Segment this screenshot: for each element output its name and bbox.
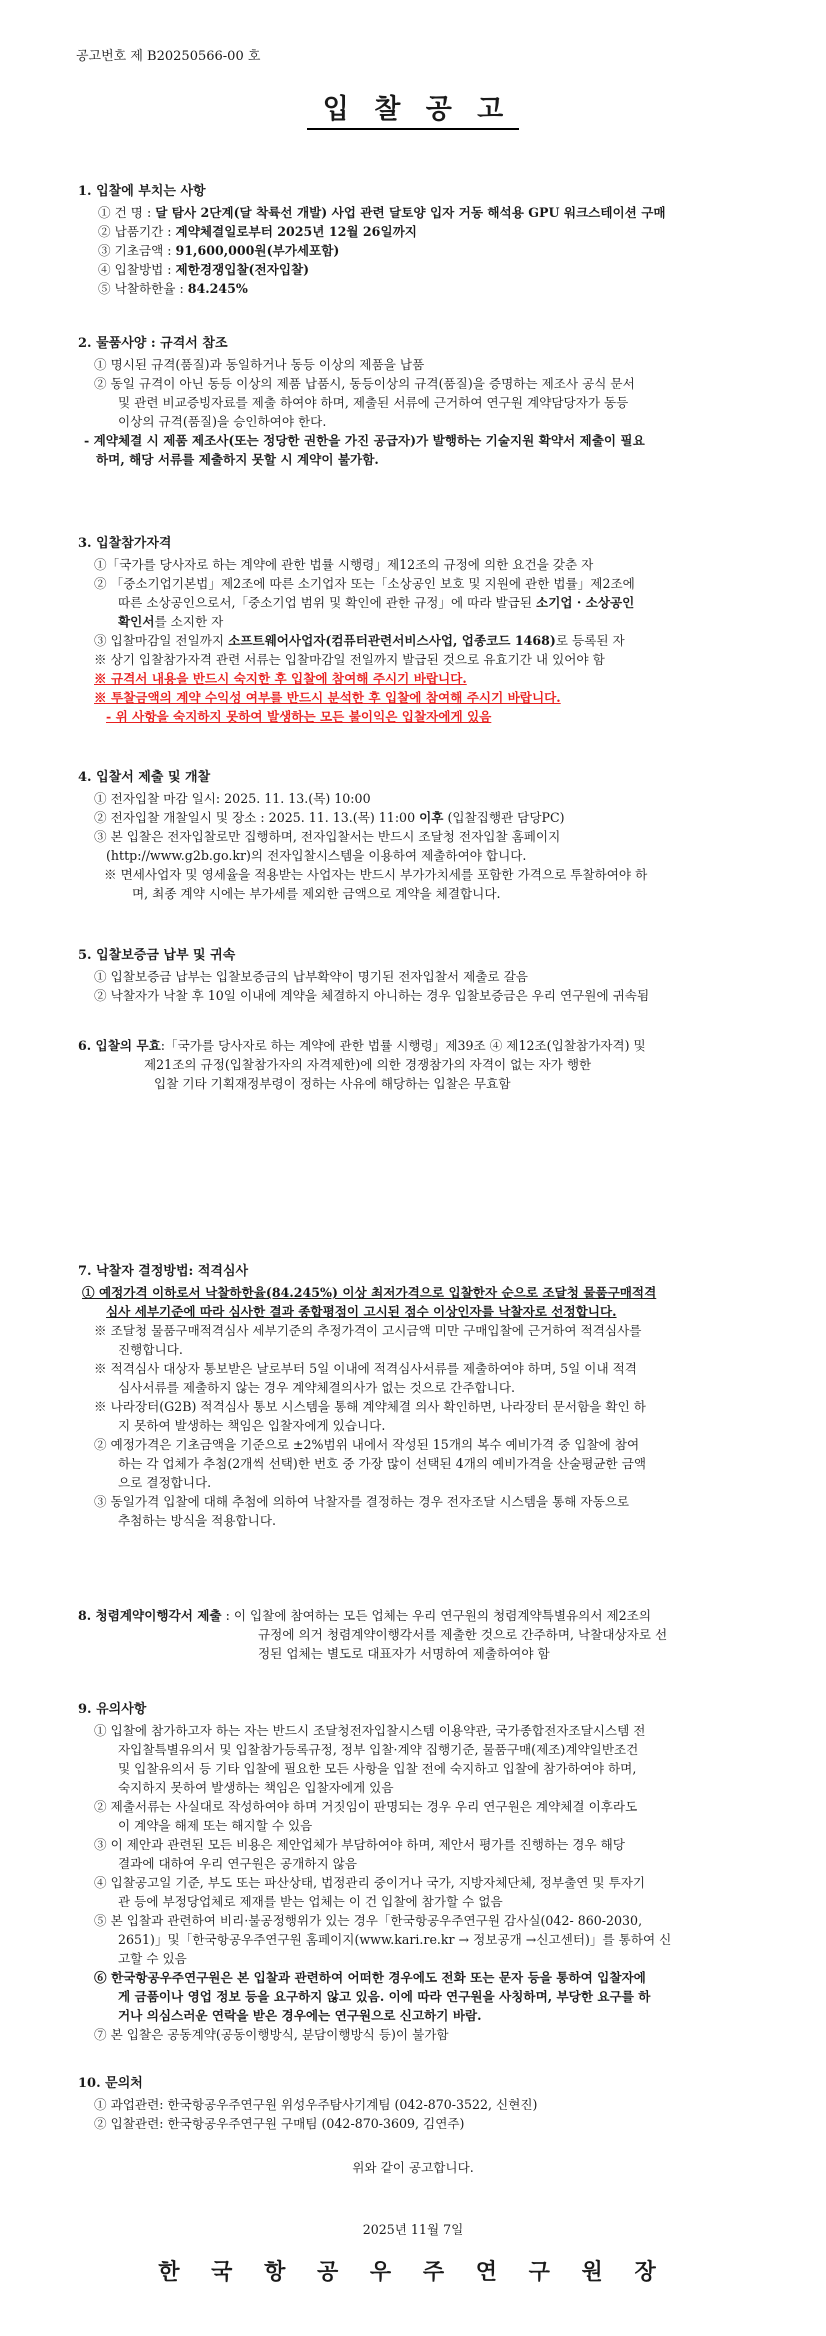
section-precautions [78,1700,768,2044]
spec-note-cont: 하며, 해당 서류를 제출하지 못할 시 계약이 불가함. [96,452,379,467]
invalid-line [78,1036,768,1055]
emphasis: 확인서 [118,614,155,629]
integrity-line [78,1606,768,1625]
item-number: ④ [98,262,111,277]
eligibility-item: ② 「중소기업기본법」제2조에 따른 소기업자 또는「소상공인 보호 및 지원에 관한 법률」제2조에 [94,576,635,591]
item-label: 기초금액 : [114,243,176,258]
precaution-item-cont: 고할 수 있음 [118,1951,187,1966]
section-heading: 3. 입찰참가자격 [78,536,172,551]
invalid-line-cont: 입찰 기타 기획재정부령이 정하는 사유에 해당하는 입찰은 무효함 [154,1076,511,1091]
bond-item: ① 입찰보증금 납부는 입찰보증금의 납부확약이 명기된 전자입찰서 제출로 갈음 [94,969,528,984]
contact-item: ② 입찰관련: 한국항공우주연구원 구매팀 (042-870-3609, 김연주) [94,2116,465,2131]
precaution-item: ② 제출서류는 사실대로 작성하여야 하며 거짓임이 판명되는 경우 우리 연구원은 계약체결 이후라도 [94,1799,638,1814]
award-note-cont: 심사서류를 제출하지 않는 경우 계약체결의사가 없는 것으로 간주합니다. [118,1380,515,1395]
section-contact [78,2074,768,2133]
precaution-item-cont: 거나 의심스러운 연락을 받은 경우에는 연구원으로 신고하기 바람. [118,2008,482,2023]
precaution-item: ③ 이 제안과 관련된 모든 비용은 제안업체가 부담하여야 하며, 제안서 평가를 진행하는 경우 해당 [94,1837,625,1852]
section-heading: 7. 낙찰자 결정방법: 적격심사 [78,1264,249,1279]
section-award-method [78,1262,768,1530]
emphasis: 소기업 · 소상공인 [536,595,635,610]
award-item: ② 예정가격은 기초금액을 기준으로 ±2%범위 내에서 작성된 15개의 복수 예비가격 중 입찰에 참여 [94,1437,640,1452]
spec-item-cont: 이상의 규격(품질)을 승인하여야 한다. [118,414,327,429]
eligibility-item-cont [78,612,768,631]
precaution-item-cont: 및 입찰유의서 등 기타 입찰에 필요한 모든 사항을 입찰 전에 숙지하고 입찰에 참가하여야 하며, [118,1761,637,1776]
integrity-line-cont: 정된 업체는 별도로 대표자가 서명하여 제출하여야 함 [258,1646,550,1661]
precaution-item-cont: 숙지하지 못하여 발생하는 책임은 입찰자에게 있음 [118,1780,394,1795]
section-eligibility [78,534,768,726]
section-specifications [78,334,768,469]
bond-item: ② 낙찰자가 낙찰 후 10일 이내에 계약을 체결하지 아니하는 경우 입찰보증금은 우리 연구원에 귀속됨 [94,988,650,1003]
submission-note: ※ 면세사업자 및 영세율을 적용받는 사업자는 반드시 부가가치세를 포함한 가격으로 투찰하여야 하 [104,867,648,882]
section-bid-items [78,182,768,298]
item-label: 건 명 : [114,205,156,220]
submission-item: ① 전자입찰 마감 일시: 2025. 11. 13.(목) 10:00 [94,791,371,806]
precaution-item-cont: 2651)」및「한국항공우주연구원 홈페이지(www.kari.re.kr → 정보공개 →신고센터)」를 통하여 신 [118,1932,672,1947]
list-item [78,241,768,260]
award-item-cont: 추첨하는 방식을 적용합니다. [118,1513,276,1528]
spec-item: ① 명시된 규격(품질)과 동일하거나 동등 이상의 제품을 납품 [94,357,425,372]
award-note-cont: 지 못하여 발생하는 책임은 입찰자에게 있습니다. [118,1418,386,1433]
spec-note: - 계약체결 시 제품 제조사(또는 정당한 권한을 가진 공급자)가 발행하는 기술지원 확약서 제출이 필요 [84,433,645,448]
warning-note: ※ 규격서 내용을 반드시 숙지한 후 입찰에 참여해 주시기 바랍니다. [94,671,467,686]
list-item [78,222,768,241]
precaution-item-cont: 관 등에 부정당업체로 제재를 받는 업체는 이 건 입찰에 참가할 수 없음 [118,1894,503,1909]
item-label: 납품기간 : [114,224,176,239]
text: (입찰집행관 담당PC) [443,810,565,825]
award-item-cont: 심사 세부기준에 따라 심사한 결과 종합평점이 고시된 점수 이상인자를 낙찰자로 선정합니다. [106,1304,617,1319]
eligibility-item [78,631,768,650]
contact-item: ① 과업관련: 한국항공우주연구원 위성우주탐사기계팀 (042-870-3522, 신현진) [94,2097,538,2112]
warning-note: - 위 사항을 숙지하지 못하여 발생하는 모든 불이익은 입찰자에게 있음 [106,709,492,724]
item-number: ⑤ [98,281,111,296]
document-title [0,92,826,128]
submission-note-cont: 며, 최종 계약 시에는 부가세를 제외한 금액으로 계약을 체결합니다. [132,886,501,901]
item-value: 84.245% [187,281,248,296]
text: : 이 입찰에 참여하는 모든 업체는 우리 연구원의 청렴계약특별유의서 제2조의 [225,1608,652,1623]
section-heading: 6. 입찰의 무효 [78,1038,161,1053]
precaution-item: ⑤ 본 입찰과 관련하여 비리·불공정행위가 있는 경우「한국항공우주연구원 감사실(042- 860-2030, [94,1913,643,1928]
precaution-item: ⑥ 한국항공우주연구원은 본 입찰과 관련하여 어떠한 경우에도 전화 또는 문자 등을 통하여 입찰자에 [94,1970,646,1985]
document-title-text: 입 찰 공 고 [307,94,520,130]
warning-note: ※ 투찰금액의 계약 수익성 여부를 반드시 분석한 후 입찰에 참여해 주시기 바랍니다. [94,690,561,705]
emphasis: 이후 [419,810,444,825]
text: ② 전자입찰 개찰일시 및 장소 : 2025. 11. 13.(목) 11:00 [94,810,420,825]
item-number: ③ [98,243,111,258]
list-item [78,203,768,222]
item-value: 제한경쟁입찰(전자입찰) [175,262,310,277]
eligibility-item-cont [78,593,768,612]
item-value: 계약체결일로부터 2025년 12월 26일까지 [175,224,417,239]
section-submission [78,768,768,903]
spec-item: ② 동일 규격이 아닌 동등 이상의 제품 납품시, 동등이상의 규격(품질)을 증명하는 제조사 공식 문서 [94,376,635,391]
closing-statement: 위와 같이 공고합니다. [352,2160,474,2175]
text: 를 소지한 자 [154,614,224,629]
submission-item-cont: (http://www.g2b.go.kr)의 전자입찰시스템을 이용하여 제출하여야 합니다. [106,848,527,863]
award-item-cont: 하는 각 업체가 추첨(2개씩 선택)한 번호 중 가장 많이 선택된 4개의 예비가격을 산술평균한 금액 [118,1456,647,1471]
spec-item-cont: 및 관련 비교증빙자료를 제출 하여야 하며, 제출된 서류에 근거하여 연구원 계약담당자가 동등 [118,395,629,410]
precaution-item: ⑦ 본 입찰은 공동계약(공동이행방식, 분담이행방식 등)이 불가함 [94,2027,449,2042]
text: :「국가를 당사자로 하는 계약에 관한 법률 시행령」제39조 ④ 제12조(입찰참가자격) 및 [160,1038,646,1053]
section-integrity-pledge [78,1606,768,1663]
submission-item [78,808,768,827]
award-note-cont: 진행합니다. [118,1342,183,1357]
item-value: 91,600,000원(부가세포함) [175,243,340,258]
precaution-item-cont: 이 계약을 해제 또는 해지할 수 있음 [118,1818,313,1833]
section-heading: 2. 물품사양 : 규격서 참조 [78,336,228,351]
precaution-item-cont: 게 금품이나 영업 정보 등을 요구하지 않고 있음. 이에 따라 연구원을 사칭하며, 부당한 요구를 하 [118,1989,651,2004]
issuer-signature: 한 국 항 공 우 주 연 구 원 장 [158,2259,668,2285]
item-number: ② [98,224,111,239]
item-number: ① [98,205,111,220]
section-heading: 1. 입찰에 부치는 사항 [78,184,206,199]
precaution-item-cont: 결과에 대하여 우리 연구원은 공개하지 않음 [118,1856,357,1871]
item-label: 입찰방법 : [114,262,176,277]
award-note: ※ 조달청 물품구매적격심사 세부기준의 추정가격이 고시금액 미만 구매입찰에 근거하여 적격심사를 [94,1323,642,1338]
integrity-line-cont: 규정에 의거 청렴계약이행각서를 제출한 것으로 간주하며, 낙찰대상자로 선 [258,1627,668,1642]
section-bid-bond [78,946,768,1005]
award-note: ※ 적격심사 대상자 통보받은 날로부터 5일 이내에 적격심사서류를 제출하여야 하며, 5일 이내 적격 [94,1361,637,1376]
section-heading: 9. 유의사항 [78,1702,147,1717]
precaution-item: ① 입찰에 참가하고자 하는 자는 반드시 조달청전자입찰시스템 이용약관, 국가종합전자조달시스템 전 [94,1723,646,1738]
submission-item: ③ 본 입찰은 전자입찰로만 집행하며, 전자입찰서는 반드시 조달청 전자입찰 홈페이지 [94,829,561,844]
notice-number: 공고번호 제 B20250566-00 호 [76,49,261,64]
section-heading: 8. 청렴계약이행각서 제출 [78,1608,222,1623]
list-item [78,279,768,298]
section-heading: 10. 문의처 [78,2076,143,2091]
award-item-cont: 으로 결정합니다. [118,1475,212,1490]
item-value: 달 탐사 2단계(달 착륙선 개발) 사업 관련 달토양 입자 거동 해석용 GPU 워크스테이션 구매 [155,205,666,220]
section-invalid-bids [78,1036,768,1093]
precaution-item-cont: 자입찰특별유의서 및 입찰참가등록규정, 정부 입찰·계약 집행기준, 물품구매(제조)계약일반조건 [118,1742,639,1757]
invalid-line-cont: 제21조의 규정(입찰참가자의 자격제한)에 의한 경쟁참가의 자격이 없는 자가 행한 [144,1057,592,1072]
text: ③ 입찰마감일 전일까지 [94,633,229,648]
item-label: 낙찰하한율 : [114,281,188,296]
list-item [78,260,768,279]
eligibility-note: ※ 상기 입찰참가자격 관련 서류는 입찰마감일 전일까지 발급된 것으로 유효기간 내 있어야 함 [94,652,605,667]
text: 따른 소상공인으로서,「중소기업 범위 및 확인에 관한 규정」에 따라 발급된 [118,595,537,610]
emphasis: 소프트웨어사업자(컴퓨터관련서비스사업, 업종코드 1468) [228,633,556,648]
notice-date: 2025년 11월 7일 [362,2222,464,2237]
award-note: ※ 나라장터(G2B) 적격심사 통보 시스템을 통해 계약체결 의사 확인하면, 나라장터 문서함을 확인 하 [94,1399,646,1414]
award-item: ③ 동일가격 입찰에 대해 추첨에 의하여 낙찰자를 결정하는 경우 전자조달 시스템을 통해 자동으로 [94,1494,630,1509]
section-heading: 4. 입찰서 제출 및 개찰 [78,770,211,785]
text: 로 등록된 자 [555,633,625,648]
award-item: ① 예정가격 이하로서 낙찰하한율(84.245%) 이상 최저가격으로 입찰한자 순으로 조달청 물품구매적격 [82,1285,657,1300]
section-heading: 5. 입찰보증금 납부 및 귀속 [78,948,236,963]
precaution-item: ④ 입찰공고일 기준, 부도 또는 파산상태, 법정관리 중이거나 국가, 지방자체단체, 정부출연 및 투자기 [94,1875,646,1890]
eligibility-item: ①「국가를 당사자로 하는 계약에 관한 법률 시행령」제12조의 규정에 의한 요건을 갖춘 자 [94,557,594,572]
